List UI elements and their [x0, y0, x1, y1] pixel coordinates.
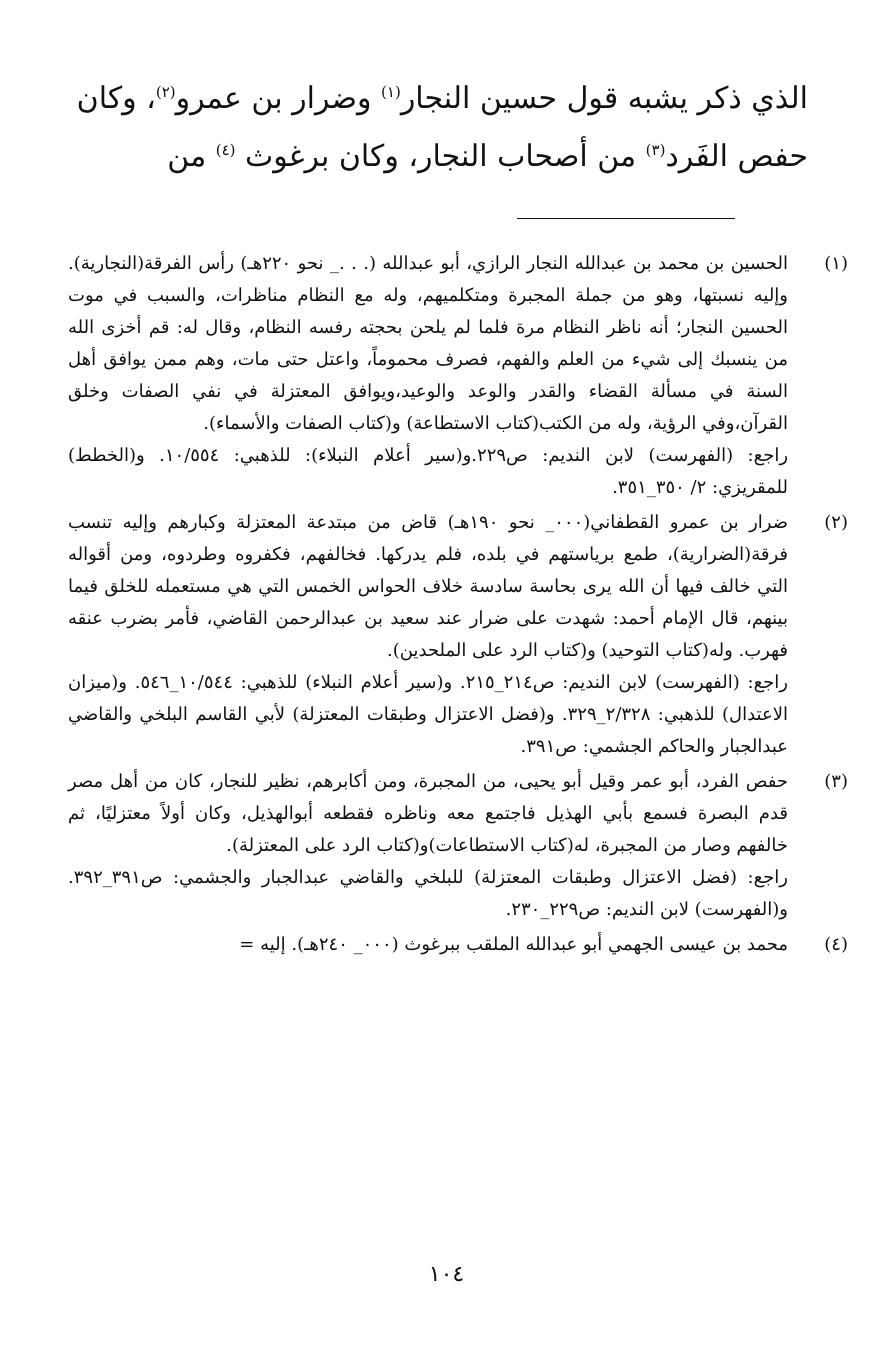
text-segment: من أصحاب النجار، وكان برغوث [235, 139, 646, 174]
footnote-text: محمد بن عيسى الجهمي أبو عبدالله الملقب ببرغوث (٠٠٠_ ٢٤٠هـ). إليه = [239, 934, 788, 955]
main-text-line-1 [76, 70, 808, 128]
footnote-text: الحسين بن محمد بن عبدالله النجار الرازي، أبو عبدالله (. . ._ نحو ٢٢٠هـ) رأس الفرقة(النجارية). وإليه نسبتها، وهو من جملة المجبرة ومتكلميهم، وله مع النظام مناظرات، والسبب في موت الحسين النجار؛ أنه ناظر النظام مرة فلما لم يلحن بحجته رفسه النظام، وقال له: قم أخزى الله من ينسبك إلى شيء من العلم والفهم، فصرف محموماً، واعتل حتى مات، وهم ممن يوافق أهل السنة في مسألة القضاء والقدر والوعد والوعيد،ويوافق المعتزلة في نفي الصفات وخلق القرآن،وفي الرؤية، وله من الكتب(كتاب الاستطاعة) و(كتاب الصفات والأسماء). [68, 253, 788, 434]
footnote-marker-1[interactable]: (١) [381, 83, 401, 101]
footnote-reference: راجع: (الفهرست) لابن النديم: ص٢١٤_٢١٥. و(سير أعلام النبلاء) للذهبي: ١٠/٥٤٤_٥٤٦. و(ميزان الاعتدال) للذهبي: ٢/٣٢٨_٣٢٩. و(فضل الاعتزال وطبقات المعتزلة) لأبي القاسم البلخي والقاضي عبدالجبار والحاكم الجشمي: ص٣٩١. [68, 672, 788, 757]
main-text [76, 70, 808, 186]
text-segment: من [167, 139, 216, 174]
text-segment: ، وكان [76, 81, 156, 116]
footnote-4 [68, 929, 848, 961]
footnote-marker-4[interactable]: (٤) [215, 141, 236, 159]
main-text-line-2 [108, 128, 808, 186]
footnote-3 [68, 766, 848, 926]
page-number: ١٠٤ [428, 1262, 465, 1287]
text-segment: الذي ذكر يشبه قول حسين النجار [400, 81, 808, 116]
footnote-2 [68, 507, 848, 763]
footnote-separator [517, 218, 735, 219]
text-segment: حفص الفَرد [665, 139, 808, 174]
text-segment: وضرار بن عمرو [175, 81, 382, 116]
footnote-text: ضرار بن عمرو القطفاني(٠٠٠_ نحو ١٩٠هـ) قاض من مبتدعة المعتزلة وكبارهم وإليه تنسب فرقة(الضرارية)، طمع برياستهم في بلده، فلم يدركها. فخالفهم، فكفروه وطردوه، ومن أقواله التي خالف فيها أن الله يرى بحاسة سادسة خلاف الحواس الخمس التي هي مستعمله للخلق فيما بينهم، قال الإمام أحمد: شهدت على ضرار عند سعيد بن عبدالرحمن القاضي، فأمر بضرب عنقه فهرب. وله(كتاب التوحيد) و(كتاب الرد على الملحدين). [68, 512, 788, 661]
footnote-number: (٣) [824, 771, 848, 792]
footnote-number: (١) [824, 253, 848, 274]
footnote-text: حفص الفرد، أبو عمر وقيل أبو يحيى، من المجبرة، ومن أكابرهم، نظير للنجار، كان من أهل مصر قدم البصرة فسمع بأبي الهذيل فاجتمع معه وناظره فقطعه أبوالهذيل، وكان أولاً معتزليًا، ثم خالفهم وصار من المجبرة، له(كتاب الاستطاعات)و(كتاب الرد على المعتزلة). [68, 771, 788, 856]
footnote-number: (٤) [824, 934, 848, 955]
footnotes [68, 248, 848, 964]
footnote-number: (٢) [824, 512, 848, 533]
footnote-marker-3[interactable]: (٣) [645, 141, 666, 159]
footnote-reference: راجع: (الفهرست) لابن النديم: ص٢٢٩.و(سير أعلام النبلاء): للذهبي: ١٠/٥٥٤. و(الخطط) للمقريزي: ٢/ ٣٥٠_٣٥١. [68, 445, 789, 498]
footnote-reference: راجع: (فضل الاعتزال وطبقات المعتزلة) للبلخي والقاضي عبدالجبار والجشمي: ص٣٩١_٣٩٢. و(الفهرست) لابن النديم: ص٢٢٩_٢٣٠. [68, 867, 788, 920]
footnote-1 [68, 248, 848, 504]
footnote-marker-2[interactable]: (٢) [155, 83, 176, 101]
